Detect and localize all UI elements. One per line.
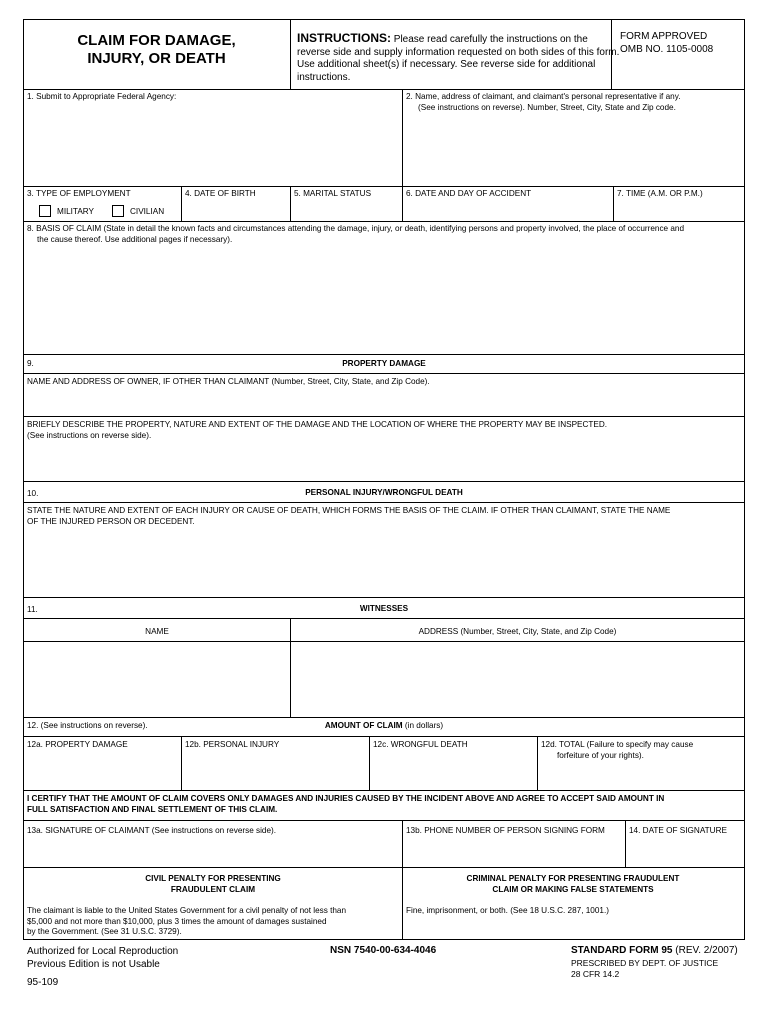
accident-date-label: 6. DATE AND DAY OF ACCIDENT bbox=[406, 189, 532, 198]
divider bbox=[24, 717, 744, 718]
divider bbox=[402, 186, 403, 221]
personal-injury-amount-label: 12b. PERSONAL INJURY bbox=[185, 740, 280, 749]
civil-penalty-heading-line-2: FRAUDULENT CLAIM bbox=[170, 884, 256, 894]
property-describe-field[interactable] bbox=[25, 442, 742, 480]
criminal-penalty-heading-line-1: CRIMINAL PENALTY FOR PRESENTING FRAUDULENT bbox=[466, 874, 680, 883]
accident-date-field[interactable] bbox=[404, 200, 611, 220]
witnesses-heading: WITNESSES bbox=[359, 604, 409, 613]
divider bbox=[537, 736, 538, 790]
divider bbox=[24, 354, 744, 355]
certification-text bbox=[27, 794, 741, 815]
divider bbox=[290, 618, 291, 717]
dob-field[interactable] bbox=[183, 200, 289, 220]
total-amount-field[interactable] bbox=[539, 764, 742, 789]
civilian-label: CIVILIAN bbox=[130, 207, 165, 216]
property-damage-amount-field[interactable] bbox=[25, 752, 179, 789]
military-checkbox[interactable] bbox=[39, 205, 51, 217]
divider bbox=[402, 89, 403, 186]
criminal-penalty-heading-line-2: CLAIM OR MAKING FALSE STATEMENTS bbox=[492, 884, 654, 894]
signature-label: 13a. SIGNATURE OF CLAIMANT (See instructions on reverse side). bbox=[27, 826, 277, 835]
reproduction-line-1: Authorized for Local Reproduction bbox=[27, 946, 179, 957]
form-code: 95-109 bbox=[27, 977, 59, 988]
witness-name-field[interactable] bbox=[25, 643, 288, 716]
reproduction-line-2: Previous Edition is not Usable bbox=[27, 959, 160, 970]
total-amount-label bbox=[541, 740, 693, 761]
divider bbox=[611, 20, 612, 89]
divider bbox=[24, 736, 744, 737]
signature-field[interactable] bbox=[25, 838, 401, 866]
divider bbox=[24, 186, 744, 187]
title-line-2: INJURY, OR DEATH bbox=[87, 50, 226, 67]
injury-field[interactable] bbox=[25, 528, 742, 596]
certification-line-2: FULL SATISFACTION AND FINAL SETTLEMENT OF THIS CLAIM. bbox=[27, 804, 278, 814]
civil-penalty-line-3: by the Government. (See 31 U.S.C. 3729). bbox=[27, 927, 182, 936]
reproduction-note bbox=[27, 945, 178, 971]
basis-field[interactable] bbox=[25, 247, 742, 353]
personal-injury-amount-field[interactable] bbox=[183, 752, 367, 789]
property-describe-label bbox=[27, 420, 607, 441]
divider bbox=[369, 736, 370, 790]
wrongful-death-amount-field[interactable] bbox=[371, 752, 536, 789]
divider bbox=[24, 790, 744, 791]
divider bbox=[625, 820, 626, 867]
injury-label-line-1: STATE THE NATURE AND EXTENT OF EACH INJURY OR CAUSE OF DEATH, WHICH FORMS THE BASIS OF THE CLAIM. IF OTHER THAN CLAIMANT, STATE THE NAME bbox=[27, 506, 671, 515]
signature-date-label: 14. DATE OF SIGNATURE bbox=[629, 826, 727, 835]
section-10-number: 10. bbox=[27, 489, 39, 498]
witness-address-field[interactable] bbox=[292, 643, 742, 716]
injury-label bbox=[27, 506, 670, 527]
divider bbox=[24, 867, 744, 868]
employment-label: 3. TYPE OF EMPLOYMENT bbox=[27, 189, 131, 198]
basis-label bbox=[27, 224, 741, 245]
divider bbox=[24, 89, 744, 90]
form-approved-label: FORM APPROVED bbox=[620, 31, 708, 42]
sf-name: STANDARD FORM 95 bbox=[571, 945, 673, 956]
amount-heading bbox=[24, 721, 744, 732]
injury-heading: PERSONAL INJURY/WRONGFUL DEATH bbox=[305, 488, 463, 497]
agency-label: 1. Submit to Appropriate Federal Agency: bbox=[27, 92, 177, 101]
owner-label: NAME AND ADDRESS OF OWNER, IF OTHER THAN CLAIMANT (Number, Street, City, State, and Zip Code). bbox=[27, 377, 430, 386]
basis-label-line-2: the cause thereof. Use additional pages if necessary). bbox=[37, 234, 233, 244]
divider bbox=[181, 186, 182, 221]
criminal-penalty-heading bbox=[402, 874, 744, 895]
witness-address-header: ADDRESS (Number, Street, City, State, and Zip Code) bbox=[418, 627, 617, 636]
claimant-label bbox=[406, 92, 680, 113]
divider bbox=[24, 373, 744, 374]
section-12-number: 12. (See instructions on reverse). bbox=[27, 721, 148, 730]
civil-penalty-line-2: $5,000 and not more than $10,000, plus 3 times the amount of damages sustained bbox=[27, 916, 327, 926]
claimant-field[interactable] bbox=[404, 114, 742, 186]
civil-penalty-text bbox=[27, 906, 346, 938]
divider bbox=[24, 221, 744, 222]
form-approved-box bbox=[620, 31, 740, 56]
phone-label: 13b. PHONE NUMBER OF PERSON SIGNING FORM bbox=[406, 826, 605, 835]
owner-field[interactable] bbox=[25, 388, 742, 415]
divider bbox=[24, 502, 744, 503]
injury-label-line-2: OF THE INJURED PERSON OR DECEDENT. bbox=[27, 516, 195, 526]
property-describe-line-1: BRIEFLY DESCRIBE THE PROPERTY, NATURE AND EXTENT OF THE DAMAGE AND THE LOCATION OF WHERE THE PROPERTY MAY BE INSPECTED. bbox=[27, 420, 608, 429]
time-label: 7. TIME (A.M. OR P.M.) bbox=[617, 189, 703, 198]
dob-label: 4. DATE OF BIRTH bbox=[185, 189, 256, 198]
property-damage-heading: PROPERTY DAMAGE bbox=[342, 359, 426, 368]
marital-field[interactable] bbox=[292, 200, 400, 220]
section-9-number: 9. bbox=[27, 359, 34, 368]
instructions-heading: INSTRUCTIONS: bbox=[297, 31, 391, 45]
marital-label: 5. MARITAL STATUS bbox=[294, 189, 372, 198]
divider bbox=[290, 186, 291, 221]
divider bbox=[181, 736, 182, 790]
total-amount-line-1: 12d. TOTAL (Failure to specify may cause bbox=[541, 740, 694, 749]
phone-field[interactable] bbox=[404, 838, 624, 866]
divider bbox=[402, 820, 403, 867]
total-amount-line-2: forfeiture of your rights). bbox=[557, 750, 644, 760]
divider bbox=[24, 618, 744, 619]
divider bbox=[24, 416, 744, 417]
witness-name-header: NAME bbox=[145, 627, 169, 636]
military-label: MILITARY bbox=[57, 207, 95, 216]
cfr-line: 28 CFR 14.2 bbox=[571, 969, 620, 979]
divider bbox=[24, 820, 744, 821]
amount-heading-note: (in dollars) bbox=[404, 721, 444, 730]
title-line-1: CLAIM FOR DAMAGE, bbox=[77, 32, 236, 49]
instructions-text: Please read carefully the instructions on the reverse side and supply information requested on both sides of this form. Use additional sheet(s) if necessary. See reverse side for additional instructions. bbox=[297, 34, 620, 83]
divider bbox=[24, 597, 744, 598]
divider bbox=[24, 641, 744, 642]
divider bbox=[290, 20, 291, 89]
wrongful-death-amount-label: 12c. WRONGFUL DEATH bbox=[373, 740, 468, 749]
prescribed-line: PRESCRIBED BY DEPT. OF JUSTICE bbox=[571, 958, 719, 968]
civil-penalty-heading-line-1: CIVIL PENALTY FOR PRESENTING bbox=[145, 874, 281, 883]
divider bbox=[613, 186, 614, 221]
instructions bbox=[297, 32, 622, 84]
agency-field[interactable] bbox=[25, 102, 401, 186]
claimant-label-line-2: (See instructions on reverse). Number, Street, City, State and Zip code. bbox=[418, 102, 676, 112]
civil-penalty-heading bbox=[24, 874, 402, 895]
civilian-checkbox[interactable] bbox=[112, 205, 124, 217]
section-11-number: 11. bbox=[27, 605, 38, 614]
divider bbox=[24, 481, 744, 482]
criminal-penalty-text: Fine, imprisonment, or both. (See 18 U.S.C. 287, 1001.) bbox=[406, 906, 609, 915]
amount-heading-text: AMOUNT OF CLAIM bbox=[324, 721, 403, 730]
time-field[interactable] bbox=[615, 200, 742, 220]
nsn-number: NSN 7540-00-634-4046 bbox=[330, 945, 437, 956]
property-describe-line-2: (See instructions on reverse side). bbox=[27, 430, 152, 440]
property-damage-amount-label: 12a. PROPERTY DAMAGE bbox=[27, 740, 128, 749]
basis-label-line-1: 8. BASIS OF CLAIM (State in detail the known facts and circumstances attending the damage, injury, or death, identifying persons and property involved, the place of occurrence and bbox=[27, 224, 685, 233]
form-title bbox=[24, 32, 289, 68]
sf-revision: (REV. 2/2007) bbox=[675, 945, 738, 956]
signature-date-field[interactable] bbox=[627, 838, 742, 866]
claim-form bbox=[23, 19, 745, 940]
civil-penalty-line-1: The claimant is liable to the United States Government for a civil penalty of not less than bbox=[27, 906, 347, 915]
prescribed-by bbox=[571, 958, 718, 980]
claimant-label-line-1: 2. Name, address of claimant, and claimant's personal representative if any. bbox=[406, 92, 681, 101]
certification-line-1: I CERTIFY THAT THE AMOUNT OF CLAIM COVERS ONLY DAMAGES AND INJURIES CAUSED BY THE INCIDENT ABOVE AND AGREE TO ACCEPT SAID AMOUNT IN bbox=[27, 794, 665, 803]
standard-form-number bbox=[571, 944, 738, 957]
omb-number: OMB NO. 1105-0008 bbox=[620, 43, 714, 55]
